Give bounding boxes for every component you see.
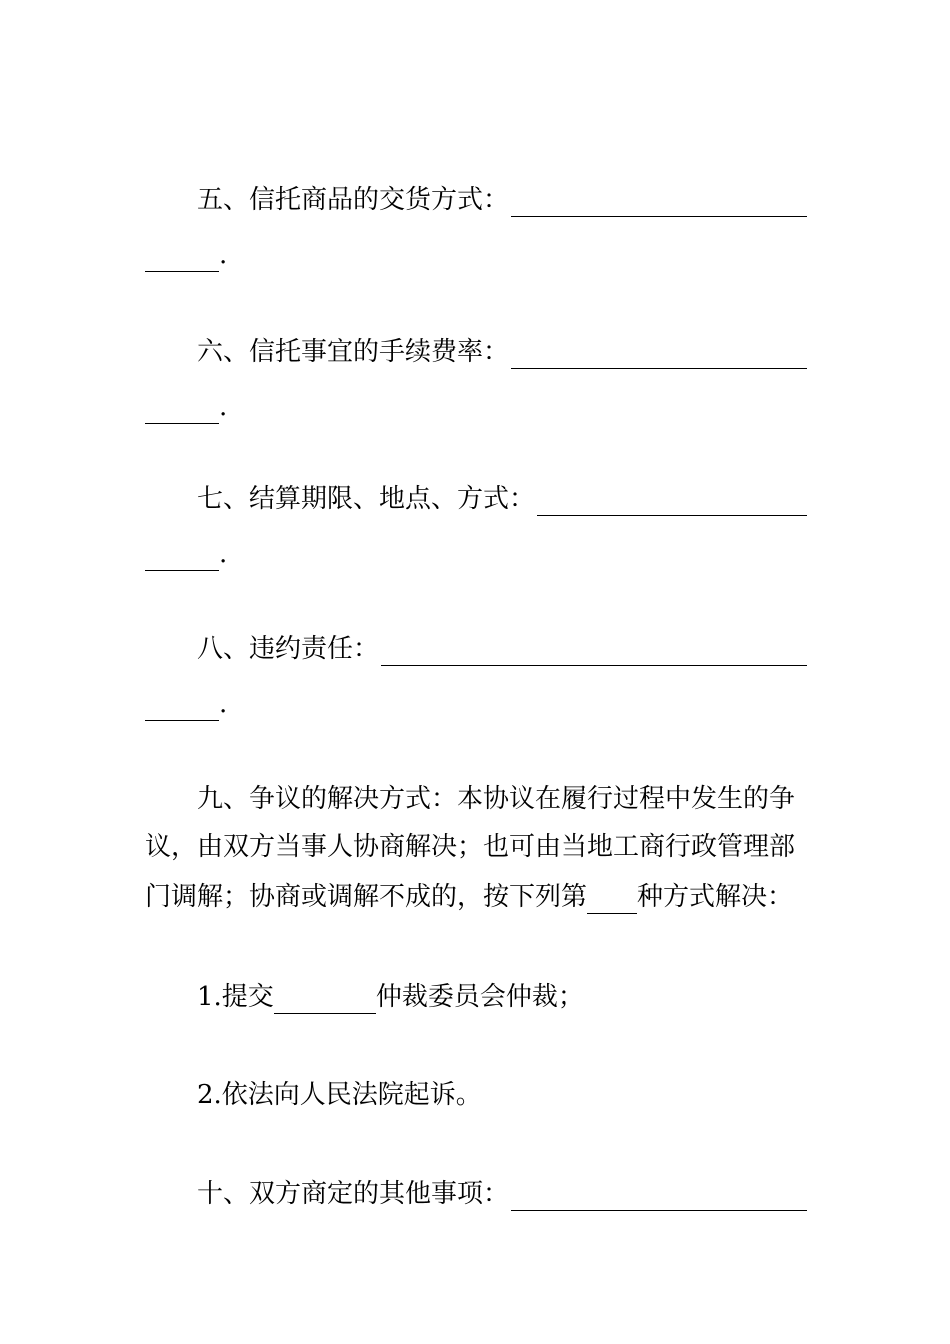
dispute-method-number-blank[interactable]	[587, 887, 637, 914]
option-2	[145, 1078, 807, 1112]
clause-7-continuation	[145, 537, 807, 571]
clause-9-text-2: 议，由双方当事人协商解决；也可由当地工商行政管理部	[145, 832, 796, 862]
clause-8-continuation	[145, 687, 807, 721]
option-1-text-a: 1.提交	[197, 982, 274, 1012]
clause-5-end: .	[219, 240, 228, 270]
clause-6-label: 六、信托事宜的手续费率：	[197, 337, 510, 367]
clause-7-blank[interactable]	[537, 489, 807, 516]
clause-8-blank[interactable]	[381, 639, 807, 666]
clause-8-label: 八、违约责任：	[197, 634, 380, 664]
option-1	[145, 980, 807, 1014]
arbitration-commission-blank[interactable]	[274, 987, 376, 1014]
clause-10	[145, 1177, 807, 1211]
clause-9-text-3b: 种方式解决：	[637, 882, 794, 912]
clause-5-label: 五、信托商品的交货方式：	[197, 185, 510, 215]
clause-7-blank-tail[interactable]	[145, 544, 219, 571]
clause-9-text-1: 九、争议的解决方式：本协议在履行过程中发生的争	[197, 784, 796, 814]
clause-7	[145, 482, 807, 516]
option-2-text: 2.依法向人民法院起诉。	[197, 1080, 482, 1110]
clause-6-continuation	[145, 390, 807, 424]
clause-10-label: 十、双方商定的其他事项：	[197, 1179, 510, 1209]
clause-10-blank[interactable]	[511, 1184, 807, 1211]
clause-8-blank-tail[interactable]	[145, 694, 219, 721]
clause-7-end: .	[219, 539, 228, 569]
clause-5	[145, 183, 807, 217]
clause-9-text-3a: 门调解；协商或调解不成的，按下列第	[145, 882, 588, 912]
clause-6-blank-tail[interactable]	[145, 397, 219, 424]
clause-9-line-3	[145, 880, 807, 914]
clause-6-end: .	[219, 392, 228, 422]
clause-7-label: 七、结算期限、地点、方式：	[197, 484, 536, 514]
clause-6-blank[interactable]	[511, 342, 807, 369]
clause-5-continuation	[145, 238, 807, 272]
clause-5-blank-tail[interactable]	[145, 245, 219, 272]
clause-8-end: .	[219, 689, 228, 719]
clause-8	[145, 632, 807, 666]
clause-6	[145, 335, 807, 369]
clause-5-blank[interactable]	[511, 190, 807, 217]
clause-9-line-1	[145, 782, 807, 816]
clause-9-line-2	[145, 830, 807, 864]
option-1-text-b: 仲裁委员会仲裁；	[375, 982, 584, 1012]
